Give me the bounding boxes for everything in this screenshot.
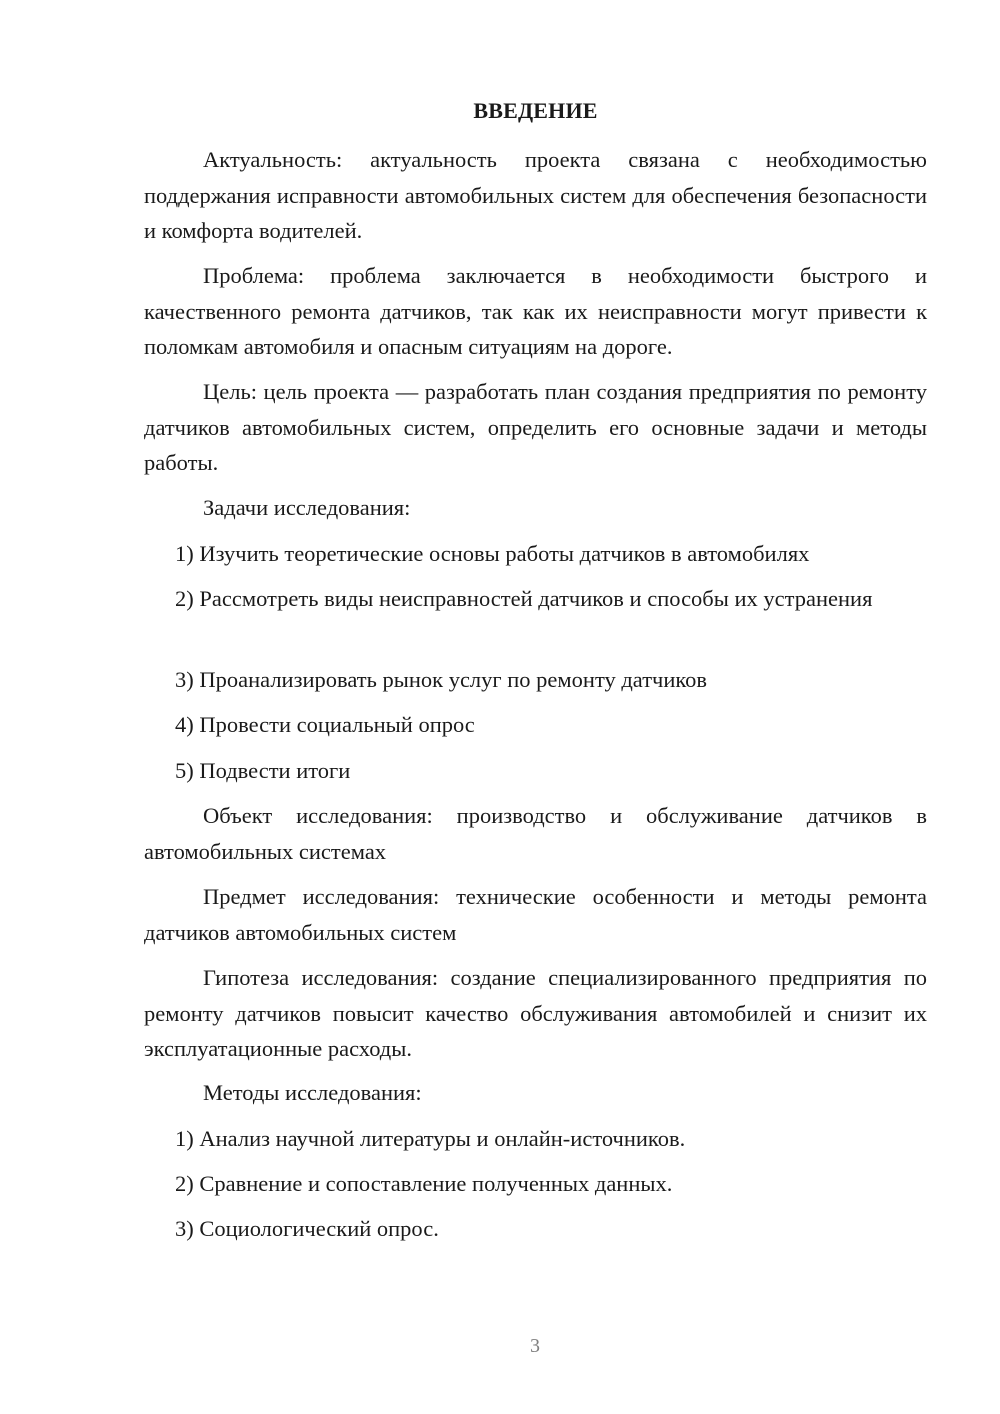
object-paragraph: Объект исследования: производство и обслуживание датчиков в автомобильных системах	[144, 803, 927, 864]
task-item-2: 2) Рассмотреть виды неисправностей датчиков и способы их устранения	[175, 586, 873, 611]
method-item-1: 1) Анализ научной литературы и онлайн-источников.	[175, 1126, 686, 1151]
page-title: ВВЕДЕНИЕ	[473, 98, 598, 123]
relevance-paragraph: Актуальность: актуальность проекта связана с необходимостью поддержания исправности автомобильных систем для обеспечения безопасности и комфорта водителей.	[144, 147, 927, 243]
goal-paragraph: Цель: цель проекта — разработать план создания предприятия по ремонту датчиков автомобильных систем, определить его основные задачи и методы работы.	[144, 379, 927, 475]
task-item-3: 3) Проанализировать рынок услуг по ремонту датчиков	[175, 667, 708, 692]
task-item-5: 5) Подвести итоги	[175, 758, 351, 783]
hypothesis-paragraph: Гипотеза исследования: создание специализированного предприятия по ремонту датчиков повысит качество обслуживания автомобилей и снизит их эксплуатационные расходы.	[144, 965, 927, 1061]
page-number: 3	[530, 1335, 540, 1357]
task-item-4: 4) Провести социальный опрос	[175, 712, 475, 737]
task-item-1: 1) Изучить теоретические основы работы датчиков в автомобилях	[175, 541, 810, 566]
tasks-heading: Задачи исследования:	[203, 495, 411, 520]
subject-paragraph: Предмет исследования: технические особенности и методы ремонта датчиков автомобильных систем	[144, 884, 927, 945]
method-item-2: 2) Сравнение и сопоставление полученных данных.	[175, 1171, 673, 1196]
problem-paragraph: Проблема: проблема заключается в необходимости быстрого и качественного ремонта датчиков, так как их неисправности могут привести к поломкам автомобиля и опасным ситуациям на дороге.	[144, 263, 927, 359]
method-item-3: 3) Социологический опрос.	[175, 1216, 439, 1241]
methods-heading: Методы исследования:	[203, 1080, 422, 1105]
